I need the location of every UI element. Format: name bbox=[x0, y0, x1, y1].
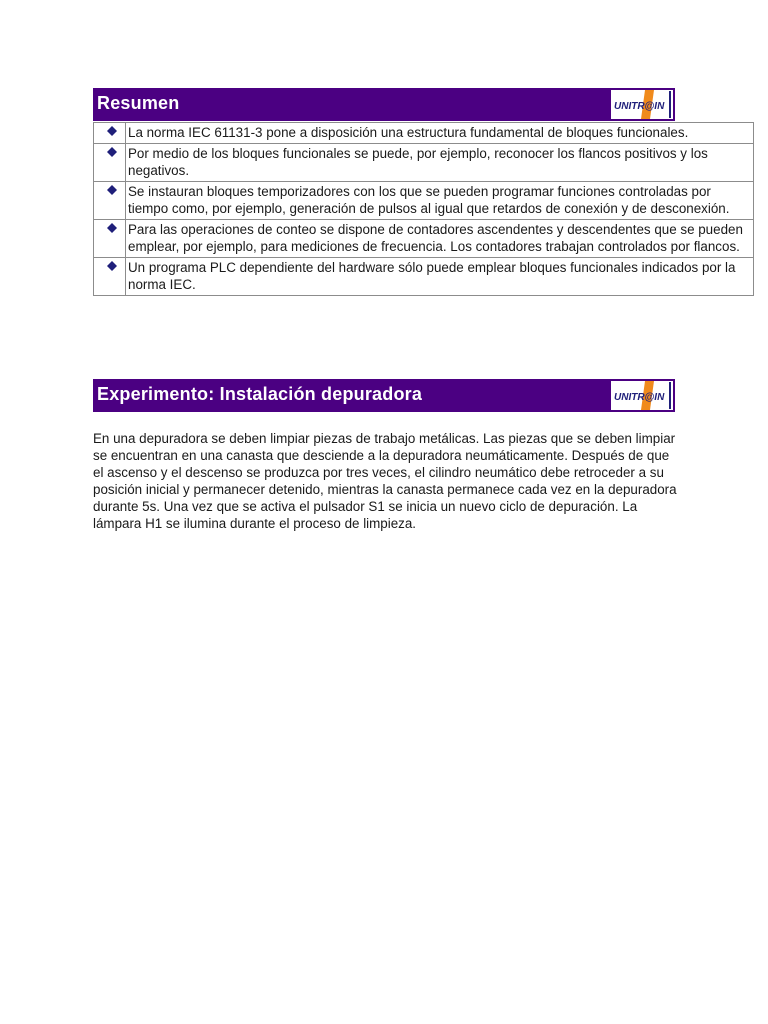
diamond-bullet-icon bbox=[107, 126, 117, 136]
logo-text: UNITR@IN bbox=[614, 101, 665, 112]
experimento-title: Experimento: Instalación depuradora bbox=[97, 384, 423, 404]
summary-item-text: Por medio de los bloques funcionales se puede, por ejemplo, reconocer los flancos positivos y los negativos. bbox=[126, 144, 754, 182]
experimento-header bbox=[93, 379, 675, 412]
diamond-bullet-icon bbox=[107, 147, 117, 157]
diamond-bullet-icon bbox=[107, 261, 117, 271]
summary-row bbox=[94, 220, 754, 258]
diamond-bullet-icon bbox=[107, 223, 117, 233]
summary-table bbox=[93, 122, 754, 296]
summary-item-text: La norma IEC 61131-3 pone a disposición una estructura fundamental de bloques funcionales. bbox=[126, 123, 754, 144]
summary-item-text: Un programa PLC dependiente del hardware sólo puede emplear bloques funcionales indicados por la norma IEC. bbox=[126, 258, 754, 296]
bullet-cell bbox=[94, 144, 126, 182]
summary-item-text: Para las operaciones de conteo se dispone de contadores ascendentes y descendentes que se pueden emplear, por ejemplo, para mediciones de frecuencia. Los contadores trabajan controlados por flancos. bbox=[126, 220, 754, 258]
bullet-cell bbox=[94, 182, 126, 220]
bullet-cell bbox=[94, 258, 126, 296]
logo-text: UNITR@IN bbox=[614, 392, 665, 403]
experiment-description: En una depuradora se deben limpiar piezas de trabajo metálicas. Las piezas que se deben limpiar se encuentran en una canasta que desciende a la depuradora neumáticamente. Después de que el ascenso y el descenso se produzca por tres veces, el cilindro neumático debe retroceder a su posición inicial y permanecer detenido, mientras la canasta permanece cada vez en la depuradora durante 5s. Una vez que se activa el pulsador S1 se inicia un nuevo ciclo de depuración. La lámpara H1 se ilumina durante el proceso de limpieza. bbox=[93, 431, 677, 531]
resumen-title: Resumen bbox=[97, 93, 180, 113]
unitrain-logo bbox=[611, 90, 673, 119]
unitrain-logo bbox=[611, 381, 673, 410]
diamond-bullet-icon bbox=[107, 185, 117, 195]
summary-item-text: Se instauran bloques temporizadores con los que se pueden programar funciones controladas por tiempo como, por ejemplo, generación de pulsos al igual que retardos de conexión y de desconexión. bbox=[126, 182, 754, 220]
bullet-cell bbox=[94, 123, 126, 144]
summary-row bbox=[94, 144, 754, 182]
summary-row bbox=[94, 123, 754, 144]
summary-row bbox=[94, 182, 754, 220]
resumen-header bbox=[93, 88, 675, 121]
summary-row bbox=[94, 258, 754, 296]
bullet-cell bbox=[94, 220, 126, 258]
